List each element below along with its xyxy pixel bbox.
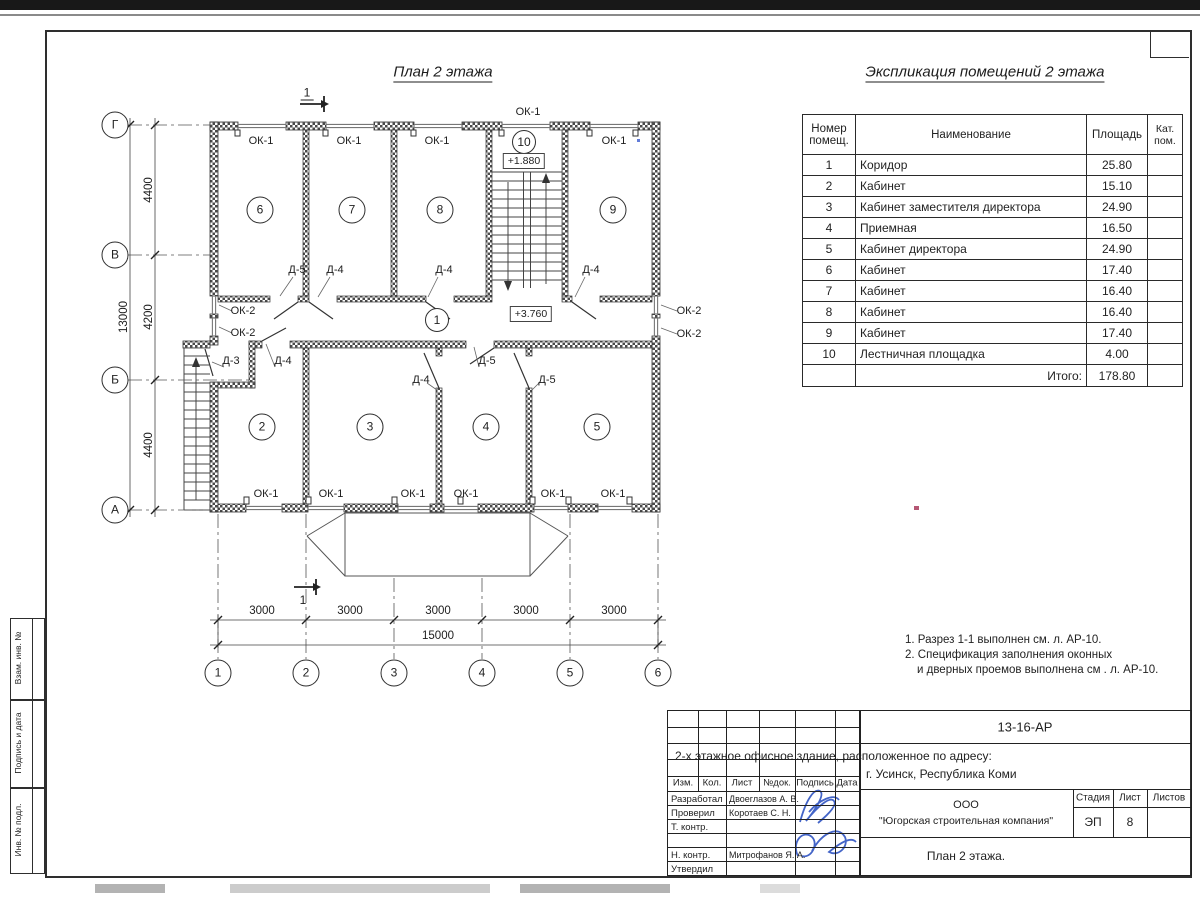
room-circle-2: 2 <box>249 414 276 441</box>
room-num: 2 <box>803 176 856 197</box>
room-cat <box>1148 155 1183 176</box>
blue-speck <box>637 139 640 142</box>
sheet-value: 8 <box>1126 815 1134 829</box>
col-data: Дата <box>836 777 858 789</box>
room-area: 15.10 <box>1087 176 1148 197</box>
tb-line <box>835 711 836 875</box>
dim-vertical-1: 4400 <box>143 177 155 203</box>
dim-vertical-total: 13000 <box>118 301 130 333</box>
dim-vertical-2: 4200 <box>143 304 155 330</box>
external-stair-arrow <box>192 357 200 367</box>
name-developed: Двоеглазов А. В. <box>729 794 799 804</box>
col-header-name: Наименование <box>856 115 1087 155</box>
room-num: 1 <box>803 155 856 176</box>
axis-circle-1: 1 <box>205 660 232 687</box>
object-description-line1: 2-х этажное офисное здание, расположенное по адресу: <box>675 749 992 763</box>
room-cat <box>1148 281 1183 302</box>
dim-vertical-3: 4400 <box>143 432 155 458</box>
door-label-d4: Д-4 <box>274 355 292 367</box>
room-cat <box>1148 176 1183 197</box>
axis-circle-3: 3 <box>381 660 408 687</box>
room-num: 4 <box>803 218 856 239</box>
room-num: 9 <box>803 323 856 344</box>
dim-horizontal-total: 15000 <box>422 630 454 642</box>
table-row <box>803 197 1183 218</box>
explication-table <box>802 114 1183 387</box>
table-row <box>803 239 1183 260</box>
window-label-ok1: ОК-1 <box>600 488 626 500</box>
dim-horizontal-2: 3000 <box>337 605 363 617</box>
room-name: Приемная <box>856 218 1087 239</box>
room-area: 16.50 <box>1087 218 1148 239</box>
table-row <box>803 323 1183 344</box>
tb-line <box>1147 789 1148 837</box>
stairwell-stairs <box>492 172 562 288</box>
table-row <box>803 218 1183 239</box>
role-ncontrol: Н. контр. <box>671 850 711 861</box>
stamp-cell-label: Подпись и дата <box>13 712 23 774</box>
room-area: 4.00 <box>1087 344 1148 365</box>
canopy <box>307 513 568 576</box>
col-header-cat: Кат. пом. <box>1148 115 1183 155</box>
door-label-d5: Д-5 <box>538 374 556 386</box>
tb-line <box>1113 789 1114 837</box>
room-cat <box>1148 239 1183 260</box>
room-name: Кабинет директора <box>856 239 1087 260</box>
door-label-d4: Д-4 <box>582 264 600 276</box>
room-area: 16.40 <box>1087 302 1148 323</box>
tb-line <box>859 743 1191 744</box>
window-label-ok1: ОК-1 <box>336 135 362 147</box>
door-label-d4: Д-4 <box>412 374 430 386</box>
red-speck <box>914 506 919 510</box>
table-row <box>803 260 1183 281</box>
table-row <box>803 281 1183 302</box>
stage-label: Стадия <box>1075 792 1111 804</box>
title-block <box>667 710 1192 876</box>
window-label-ok2: ОК-2 <box>676 305 702 317</box>
axis-circle-6: 6 <box>645 660 672 687</box>
window-label-ok1: ОК-1 <box>248 135 274 147</box>
room-circle-7: 7 <box>339 197 366 224</box>
room-cat <box>1148 218 1183 239</box>
name-ncontrol: Митрофанов Я. А. <box>729 850 806 860</box>
col-podpis: Подпись <box>796 777 834 789</box>
plan-title: План 2 этажа <box>393 63 493 81</box>
room-num: 6 <box>803 260 856 281</box>
total-empty <box>803 365 856 387</box>
explication-title: Экспликация помещений 2 этажа <box>865 63 1105 81</box>
window-label-ok2: ОК-2 <box>676 328 702 340</box>
stamp-cell-label: Инв. № подл. <box>13 803 23 857</box>
col-izm: Изм. <box>672 777 694 789</box>
drawing-title: План 2 этажа. <box>926 849 1006 863</box>
door-label-d5: Д-5 <box>288 264 306 276</box>
room-num: 8 <box>803 302 856 323</box>
room-num: 10 <box>803 344 856 365</box>
table-total-row <box>803 365 1183 387</box>
room-name: Лестничная площадка <box>856 344 1087 365</box>
window-label-ok2: ОК-2 <box>230 327 256 339</box>
room-circle-4: 4 <box>473 414 500 441</box>
room-area: 25.80 <box>1087 155 1148 176</box>
door-label-d5: Д-5 <box>478 355 496 367</box>
window-label-ok2: ОК-2 <box>230 305 256 317</box>
note-line: и дверных проемов выполнена см . л. АР-10. <box>917 664 1159 676</box>
room-circle-3: 3 <box>357 414 384 441</box>
axis-circle-a: А <box>102 497 129 524</box>
axis-circle-g: Г <box>102 112 129 139</box>
col-kol: Кол. <box>702 777 722 789</box>
room-name: Коридор <box>856 155 1087 176</box>
window-label-ok1: ОК-1 <box>515 106 541 118</box>
room-cat <box>1148 344 1183 365</box>
room-name: Кабинет <box>856 323 1087 344</box>
tb-line <box>668 743 859 744</box>
table-row <box>803 344 1183 365</box>
note-line: 2. Спецификация заполнения оконных <box>905 649 1113 661</box>
total-label: Итого: <box>856 365 1087 387</box>
window-label-ok1: ОК-1 <box>424 135 450 147</box>
table-row <box>803 176 1183 197</box>
room-cat <box>1148 302 1183 323</box>
section-label-top: 1 <box>301 86 314 101</box>
tb-line <box>668 833 859 834</box>
total-value: 178.80 <box>1087 365 1148 387</box>
table-row <box>803 302 1183 323</box>
tb-line <box>668 727 859 728</box>
notes <box>905 633 1158 678</box>
object-description-line2: г. Усинск, Республика Коми <box>866 767 1017 781</box>
tb-line <box>668 847 859 848</box>
tb-line <box>668 819 859 820</box>
company-line1: ООО <box>953 799 979 811</box>
elevation-floor: +3.760 <box>510 306 552 322</box>
room-circle-10: 10 <box>512 130 536 154</box>
room-cat <box>1148 260 1183 281</box>
room-circle-1: 1 <box>425 308 449 332</box>
stage-value: ЭП <box>1084 815 1102 829</box>
company-line2: "Югорская строительная компания" <box>878 815 1054 827</box>
col-header-area: Площадь <box>1087 115 1148 155</box>
room-cat <box>1148 323 1183 344</box>
room-area: 16.40 <box>1087 281 1148 302</box>
tb-line <box>668 861 859 862</box>
col-header-num: Номер помещ. <box>803 115 856 155</box>
exterior-walls <box>183 122 660 512</box>
role-tcontrol: Т. контр. <box>671 822 709 833</box>
room-name: Кабинет <box>856 176 1087 197</box>
note-line: 1. Разрез 1-1 выполнен см. л. АР-10. <box>905 634 1102 646</box>
window-label-ok1: ОК-1 <box>400 488 426 500</box>
room-num: 7 <box>803 281 856 302</box>
name-checked: Коротаев С. Н. <box>729 808 791 818</box>
door-label-d3: Д-3 <box>222 355 240 367</box>
room-circle-5: 5 <box>584 414 611 441</box>
role-developed: Разработал <box>671 794 723 805</box>
room-name: Кабинет <box>856 260 1087 281</box>
window-label-ok1: ОК-1 <box>540 488 566 500</box>
stamp-cell-label: Взам. инв. № <box>13 631 23 685</box>
role-approved: Утвердил <box>671 864 714 875</box>
room-area: 24.90 <box>1087 239 1148 260</box>
tb-line <box>668 805 859 806</box>
leader-lines <box>212 277 677 390</box>
dim-horizontal-4: 3000 <box>513 605 539 617</box>
door-label-d4: Д-4 <box>326 264 344 276</box>
tb-line <box>859 789 1191 790</box>
axis-circle-4: 4 <box>469 660 496 687</box>
room-circle-9: 9 <box>600 197 627 224</box>
room-area: 17.40 <box>1087 260 1148 281</box>
sheets-label: Листов <box>1152 792 1186 804</box>
axis-circle-2: 2 <box>293 660 320 687</box>
window-label-ok1: ОК-1 <box>453 488 479 500</box>
room-name: Кабинет <box>856 302 1087 323</box>
tb-line <box>859 837 1191 838</box>
room-area: 24.90 <box>1087 197 1148 218</box>
door-label-d4: Д-4 <box>435 264 453 276</box>
room-cat <box>1148 197 1183 218</box>
room-area: 17.40 <box>1087 323 1148 344</box>
tb-line <box>859 711 861 875</box>
window-label-ok1: ОК-1 <box>601 135 627 147</box>
sheet-label: Лист <box>1119 792 1141 804</box>
axis-circle-5: 5 <box>557 660 584 687</box>
stair-arrows <box>504 173 550 291</box>
external-stair <box>184 348 210 510</box>
room-num: 5 <box>803 239 856 260</box>
col-list: Лист <box>731 777 753 789</box>
table-row <box>803 155 1183 176</box>
room-num: 3 <box>803 197 856 218</box>
section-label-bottom: 1 <box>299 593 307 607</box>
col-ndok: №док. <box>763 777 791 789</box>
axis-circle-b: Б <box>102 367 129 394</box>
tb-line <box>668 791 859 792</box>
elevation-stair-landing: +1.880 <box>503 153 545 169</box>
tb-line <box>1073 789 1074 837</box>
room-name: Кабинет <box>856 281 1087 302</box>
room-circle-6: 6 <box>247 197 274 224</box>
document-code: 13-16-АР <box>997 719 1053 735</box>
room-name: Кабинет заместителя директора <box>856 197 1087 218</box>
tb-line <box>726 711 727 875</box>
role-checked: Проверил <box>671 808 715 819</box>
room-circle-8: 8 <box>427 197 454 224</box>
axis-circle-v: В <box>102 242 129 269</box>
dim-horizontal-1: 3000 <box>249 605 275 617</box>
tb-line <box>1073 807 1191 808</box>
window-label-ok1: ОК-1 <box>318 488 344 500</box>
dim-horizontal-3: 3000 <box>425 605 451 617</box>
total-cat <box>1148 365 1183 387</box>
dim-horizontal-5: 3000 <box>601 605 627 617</box>
window-label-ok1: ОК-1 <box>253 488 279 500</box>
